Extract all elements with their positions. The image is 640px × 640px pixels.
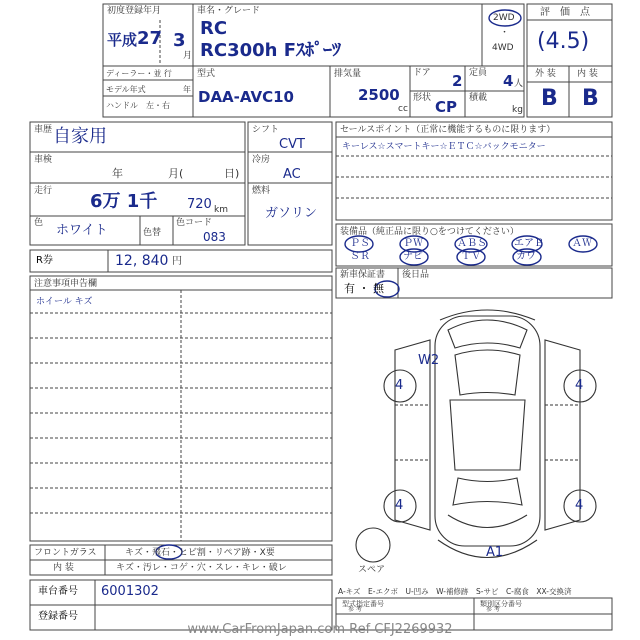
mark-tire-rr: 4 [575, 498, 584, 513]
km-unit: km [214, 205, 228, 215]
inspection-label: 車検 [34, 155, 53, 165]
mileage-small: 720 [187, 197, 212, 212]
chassis-number: 6001302 [101, 584, 159, 599]
model-year-label: モデル年式 [106, 85, 146, 94]
front-glass-text: キズ・飛石・ヒビ割・リペア跡・X要 [125, 548, 275, 558]
interior-glass-label: 内 装 [53, 563, 74, 573]
drive-dot: ・ [500, 28, 510, 38]
equip-abs: ＡＢＳ [457, 238, 487, 249]
name-label: 車名・グレード [197, 6, 261, 16]
car-model: RC [200, 18, 228, 39]
doors: 2 [452, 72, 463, 90]
ac-label: 冷房 [252, 155, 271, 165]
door-label: ドア [413, 68, 431, 78]
handle-label: ハンドル 左・右 [106, 101, 170, 110]
legend-sub3: 参 考 [348, 606, 362, 613]
ac: AC [283, 167, 301, 182]
interior-label: 内 装 [577, 69, 598, 79]
usage-label: 車歴 [34, 125, 53, 135]
mileage: 6万 1千 [90, 191, 158, 212]
mileage-label: 走行 [34, 186, 53, 196]
equip-pw: ＰＷ [403, 238, 423, 249]
capacity: 4 [503, 72, 514, 90]
interior-glass-text: キズ・汚レ・コゲ・穴・スレ・キレ・破レ [116, 563, 287, 573]
fuel-label: 燃料 [252, 186, 271, 196]
month-unit: 月 [183, 51, 193, 61]
mark-tire-fl: 4 [395, 378, 404, 393]
color-label: 色 [34, 218, 44, 228]
usage: 自家用 [53, 126, 107, 147]
mark-tire-fr: 4 [575, 378, 584, 393]
capacity-label: 定員 [469, 68, 488, 78]
shift: CVT [279, 137, 305, 152]
displacement: 2500 [358, 86, 400, 104]
mark-a1: A1 [486, 545, 504, 560]
color: ホワイト [56, 223, 108, 238]
date-label: 後日品 [402, 270, 430, 280]
legend-sub2: 類別区分番号 [480, 600, 522, 608]
exterior-label: 外 装 [535, 69, 556, 79]
selling-points-label: セールスポイント（正常に機能するものに限ります） [340, 125, 556, 135]
model-year-unit: 年 [183, 85, 191, 94]
inspection-month: 月( [168, 167, 184, 180]
equip-airbag: エアＢ [514, 238, 544, 249]
notes-label: 注意事項申告欄 [34, 279, 98, 289]
exterior-grade: B [541, 86, 558, 111]
interior-grade: B [582, 86, 599, 111]
inspection-day: 日) [224, 167, 240, 180]
reg-year: 27 [137, 28, 163, 49]
inspection-year: 年 [112, 167, 123, 180]
type-value: DAA-AVC10 [198, 88, 294, 106]
equip-sr: ＳＲ [350, 251, 370, 262]
shape-label: 形状 [413, 93, 432, 103]
equip-navi: ナビ [403, 251, 423, 262]
equip-tv: ＴＶ [461, 251, 481, 262]
drive-4wd: 4WD [492, 43, 514, 53]
drive-2wd: 2WD [493, 13, 515, 23]
fuel: ガソリン [265, 206, 318, 221]
mark-tire-rl: 4 [395, 498, 404, 513]
equipment-label: 装備品（純正品に限り○をつけてください） [340, 227, 519, 237]
type-label: 型式 [197, 69, 216, 79]
equip-aw: ＡＷ [572, 238, 592, 249]
rating-label: 評 価 点 [540, 7, 590, 18]
warranty-value: 有 ・ 無 [344, 282, 384, 295]
load-label: 積載 [469, 93, 488, 103]
interior-color-label: 色替 [143, 228, 162, 238]
watermark: www.CarFromJapan.com Ref CFJ2269932 [187, 622, 453, 637]
car-grade: RC300h Fｽﾎﾟｰﾂ [200, 40, 342, 61]
selling-points-text: キーレス☆スマートキー☆ＥＴＣ☆バックモニター [342, 142, 546, 152]
color-code: 083 [203, 230, 226, 244]
color-code-label: 色コード [176, 218, 213, 228]
shape: CP [435, 98, 458, 116]
equip-leather: カワ [516, 251, 536, 262]
reg-label: 初度登録年月 [107, 6, 162, 16]
shift-label: シフト [252, 125, 280, 135]
front-glass-label: フロントガラス [34, 548, 97, 558]
legend-sub4: 参 考 [486, 606, 500, 613]
mark-w2: W2 [418, 353, 440, 368]
registration-label: 登録番号 [38, 611, 78, 622]
dealer-label: ディーラー・並 行 [106, 69, 172, 78]
warranty-label: 新車保証書 [340, 270, 386, 280]
chassis-label: 車台番号 [38, 586, 78, 597]
legend-text: A-キズ E-エクボ U-凹み W-補修跡 S-サビ C-腐食 XX-交換済 [338, 587, 572, 596]
kg-unit: kg [512, 105, 523, 115]
displacement-label: 排気量 [334, 69, 362, 79]
car-diagram [356, 310, 596, 562]
equip-ps: ＰＳ [350, 238, 370, 249]
era: 平成 [107, 31, 138, 49]
reg-month: 3 [173, 30, 186, 51]
notes-text: ホイール キズ [36, 297, 93, 307]
recycle-unit: 円 [172, 256, 182, 267]
cc-unit: cc [398, 104, 408, 114]
rating-score: (4.5) [537, 29, 590, 54]
legend-sub1: 型式指定番号 [342, 600, 384, 608]
spare-label: スペア [358, 565, 386, 575]
recycle-label: R券 [36, 255, 53, 266]
recycle-amount: 12, 840 [115, 253, 169, 269]
capacity-unit: 人 [514, 79, 524, 89]
